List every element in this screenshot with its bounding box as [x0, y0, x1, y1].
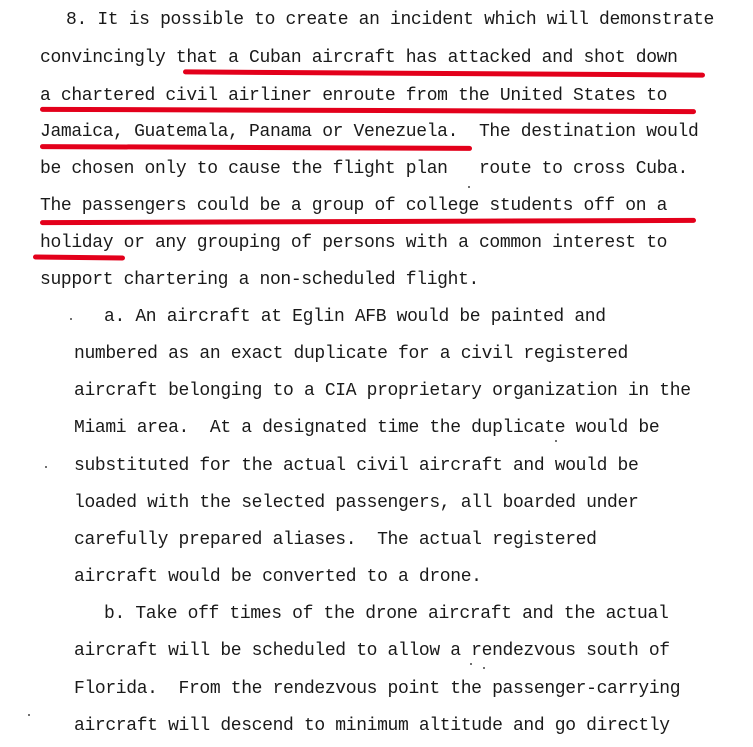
red-underline — [33, 255, 125, 261]
scan-speck — [468, 186, 470, 188]
text-line: substituted for the actual civil aircraft and would be — [74, 456, 639, 476]
scan-speck — [483, 667, 485, 669]
text-line: be chosen only to cause the flight plan route to cross Cuba. — [40, 159, 689, 179]
scan-speck — [28, 714, 30, 716]
red-underline — [40, 144, 472, 151]
text-line: Miami area. At a designated time the duplicate would be — [74, 418, 660, 438]
red-underline — [40, 107, 696, 114]
text-line: numbered as an exact duplicate for a civil registered — [74, 344, 628, 364]
text-line: b. Take off times of the drone aircraft and the actual — [104, 604, 669, 624]
red-underline — [40, 218, 696, 225]
text-line: carefully prepared aliases. The actual registered — [74, 530, 597, 550]
scan-speck — [470, 663, 472, 665]
scan-speck — [45, 466, 47, 468]
text-line: aircraft would be converted to a drone. — [74, 567, 482, 587]
scan-speck — [70, 318, 72, 320]
text-line: a. An aircraft at Eglin AFB would be painted and — [104, 307, 606, 327]
text-line: aircraft belonging to a CIA proprietary organization in the — [74, 381, 691, 401]
text-line: 8. It is possible to create an incident which will demonstrate — [66, 10, 715, 30]
red-underline — [183, 69, 705, 77]
text-line: holiday or any grouping of persons with a common interest to — [40, 233, 668, 253]
scan-speck — [555, 440, 557, 442]
text-line: Jamaica, Guatemala, Panama or Venezuela. The destination would — [40, 122, 699, 142]
text-line: The passengers could be a group of college students off on a — [40, 196, 668, 216]
text-line: aircraft will be scheduled to allow a rendezvous south of — [74, 641, 670, 661]
text-line: Florida. From the rendezvous point the passenger-carrying — [74, 679, 681, 699]
text-line: a chartered civil airliner enroute from the United States to — [40, 86, 668, 106]
text-line: aircraft will descend to minimum altitude and go directly — [74, 716, 670, 736]
text-line: support chartering a non-scheduled flight. — [40, 270, 479, 290]
text-line: convincingly that a Cuban aircraft has attacked and shot down — [40, 48, 678, 68]
text-line: loaded with the selected passengers, all boarded under — [74, 493, 639, 513]
